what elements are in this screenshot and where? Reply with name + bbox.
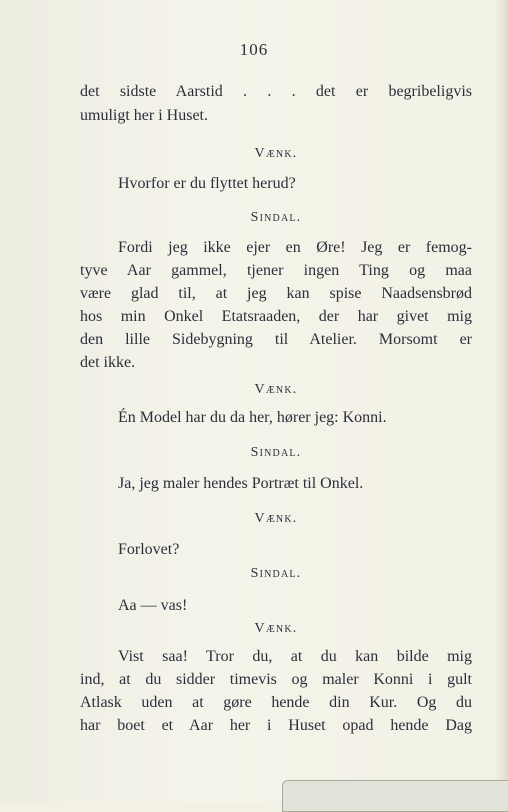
text-line: har boet et Aar her i Huset opad hende Dag (80, 717, 472, 734)
text-line: det ikke. (80, 354, 136, 371)
text-line: tyve Aar gammel, tjener ingen Ting og maa (80, 262, 472, 279)
text-line: Atlask uden at gøre hende din Kur. Og du (80, 694, 472, 711)
text-line: Aa — vas! (118, 597, 188, 614)
text-line: Ja, jeg maler hendes Portræt til Onkel. (118, 475, 364, 492)
page-edge-shadow (494, 0, 508, 802)
text-line: den lille Sidebygning til Atelier. Morsomt er (80, 331, 472, 348)
text-line: Én Model har du da her, hører jeg: Konni. (118, 409, 387, 426)
speaker-name: Vænk. (254, 621, 298, 636)
text-line: Hvorfor er du flyttet herud? (118, 175, 296, 192)
text-line: umuligt her i Huset. (80, 107, 208, 124)
speaker-name: Sindal. (250, 566, 302, 581)
speaker-name: Vænk. (254, 511, 298, 526)
text-line: det sidste Aarstid . . . det er begribeligvis (80, 83, 472, 100)
page-number: 106 (239, 40, 269, 59)
text-line: være glad til, at jeg kan spise Naadsensbrød (80, 285, 472, 302)
page-tab-edge (282, 780, 508, 812)
text-line: hos min Onkel Etatsraaden, der har givet mig (80, 308, 472, 325)
text-line: Fordi jeg ikke ejer en Øre! Jeg er femog- (118, 239, 472, 256)
text-line: Forlovet? (118, 541, 180, 558)
speaker-name: Sindal. (250, 210, 302, 225)
text-line: ind, at du sidder timevis og maler Konni i gult (80, 671, 472, 688)
text-line: Vist saa! Tror du, at du kan bilde mig (118, 648, 472, 665)
speaker-name: Sindal. (250, 445, 302, 460)
speaker-name: Vænk. (254, 382, 298, 397)
speaker-name: Vænk. (254, 146, 298, 161)
